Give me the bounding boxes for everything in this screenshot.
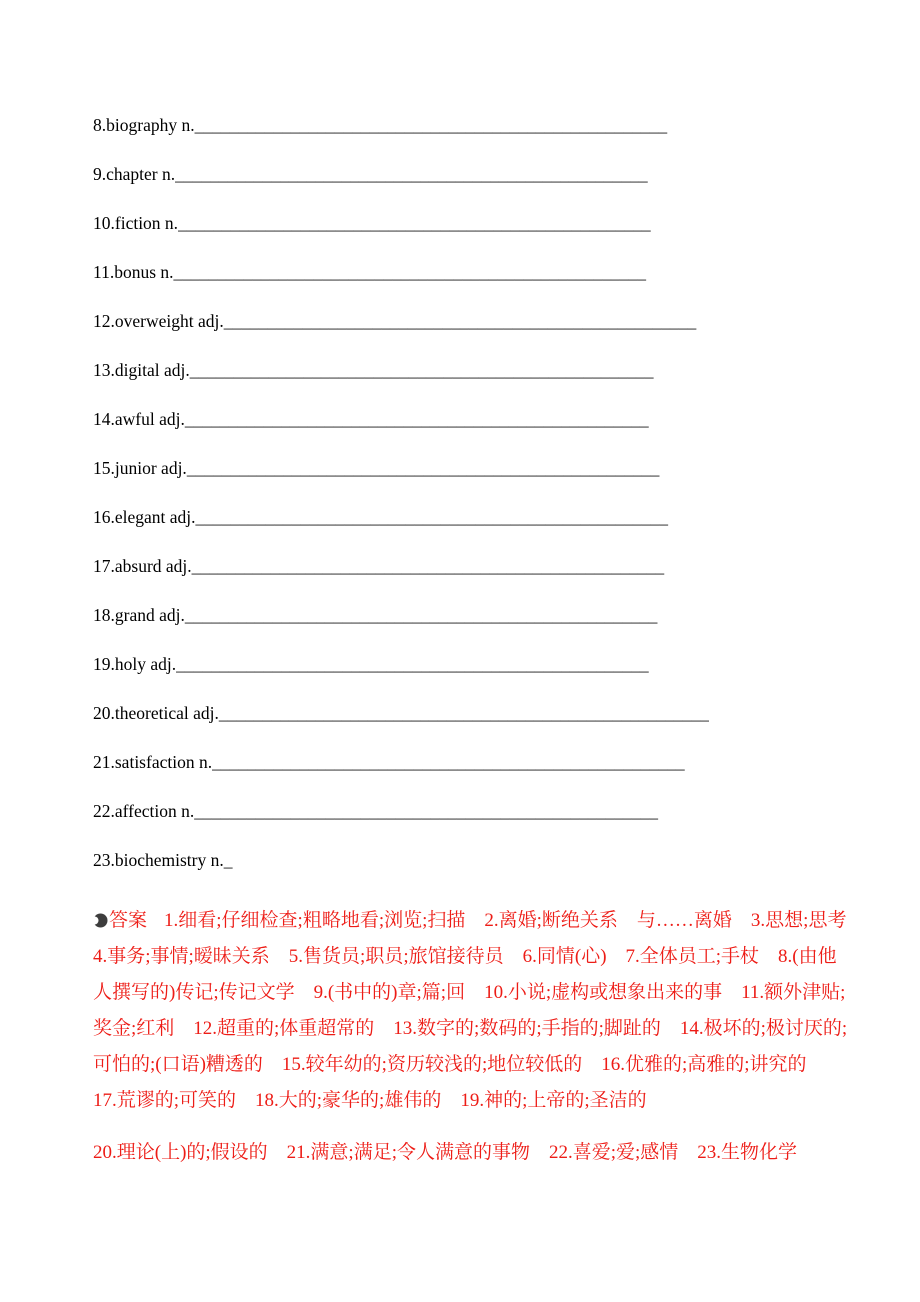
vocab-blank-line: ______________________________________________________ xyxy=(176,654,649,674)
vocab-word-label: 15.junior adj. xyxy=(93,458,187,478)
answer-key-label: 答案 xyxy=(109,910,148,931)
vocab-blank-line: ______________________________________________________ xyxy=(178,213,651,233)
vocab-word-label: 9.chapter n. xyxy=(93,164,176,184)
vocab-blank-line: ______________________________________________________ xyxy=(212,752,685,772)
vocab-item-11 xyxy=(93,262,709,283)
vocab-item-15 xyxy=(93,458,709,479)
vocab-item-12 xyxy=(93,311,709,332)
vocab-word-label: 23.biochemistry n. xyxy=(93,850,224,870)
vocab-item-8 xyxy=(93,115,709,136)
answer-line-1 xyxy=(93,903,847,939)
vocab-word-label: 10.fiction n. xyxy=(93,213,179,233)
answer-line-6: 17.荒谬的;可笑的 18.大的;豪华的;雄伟的 19.神的;上帝的;圣洁的 xyxy=(93,1090,647,1111)
vocab-blank-line: ______________________________________________________ xyxy=(186,458,660,478)
vocab-word-label: 13.digital adj. xyxy=(93,360,190,380)
vocab-word-label: 20.theoretical adj. xyxy=(93,703,219,723)
vocab-item-17 xyxy=(93,556,709,577)
answer-bullet-icon xyxy=(93,905,108,920)
vocab-blank-line: ______________________________________________________ xyxy=(184,605,658,625)
vocab-blank-line: ______________________________________________________ xyxy=(195,507,669,527)
vocab-word-label: 14.awful adj. xyxy=(93,409,185,429)
answer-key-section xyxy=(93,903,847,1171)
vocab-word-label: 11.bonus n. xyxy=(93,262,174,282)
vocab-word-label: 12.overweight adj. xyxy=(93,311,224,331)
vocab-blank-line: ______________________________________________________ xyxy=(223,311,697,331)
vocab-item-10 xyxy=(93,213,709,234)
vocab-word-label: 17.absurd adj. xyxy=(93,556,192,576)
answer-line-7: 20.理论(上)的;假设的 21.满意;满足;令人满意的事物 22.喜爱;爱;感情 23.生物化学 xyxy=(93,1142,798,1163)
answer-line-3: 人撰写的)传记;传记文学 9.(书中的)章;篇;回 10.小说;虚构或想象出来的事 11.额外津贴; xyxy=(93,982,846,1003)
vocab-item-18 xyxy=(93,605,709,626)
vocab-item-22 xyxy=(93,801,709,822)
vocab-item-14 xyxy=(93,409,709,430)
vocabulary-list xyxy=(93,115,709,899)
vocab-word-label: 16.elegant adj. xyxy=(93,507,196,527)
vocab-blank-line: ________________________________________________________ xyxy=(218,703,709,723)
answer-line-2: 4.事务;事情;暧昧关系 5.售货员;职员;旅馆接待员 6.同情(心) 7.全体员工;手杖 8.(由他 xyxy=(93,946,837,967)
vocab-blank-line: ______________________________________________________ xyxy=(191,556,665,576)
answer-line-4: 奖金;红利 12.超重的;体重超常的 13.数字的;数码的;手指的;脚趾的 14.极坏的;极讨厌的; xyxy=(93,1018,848,1039)
vocab-word-label: 18.grand adj. xyxy=(93,605,185,625)
vocab-item-13 xyxy=(93,360,709,381)
vocab-blank-line: _____________________________________________________ xyxy=(189,360,654,380)
vocab-item-21 xyxy=(93,752,709,773)
answer-line-text: 1.细看;仔细检查;粗略地看;浏览;扫描 2.离婚;断绝关系 与……离婚 3.思想;思考 xyxy=(164,910,847,931)
vocab-blank-line: ______________________________________________________ xyxy=(173,262,647,282)
vocab-blank-line: ______________________________________________________ xyxy=(175,164,648,184)
vocab-word-label: 21.satisfaction n. xyxy=(93,752,213,772)
vocab-blank-line: _ xyxy=(223,850,233,870)
vocab-item-23 xyxy=(93,850,709,871)
vocab-item-9 xyxy=(93,164,709,185)
answer-line-5: 可怕的;(口语)糟透的 15.较年幼的;资历较浅的;地位较低的 16.优雅的;高雅的;讲究的 xyxy=(93,1054,807,1075)
vocab-word-label: 19.holy adj. xyxy=(93,654,177,674)
vocab-blank-line: _____________________________________________________ xyxy=(194,801,658,821)
vocab-word-label: 8.biography n. xyxy=(93,115,195,135)
vocab-item-19 xyxy=(93,654,709,675)
vocab-blank-line: ______________________________________________________ xyxy=(194,115,668,135)
vocab-item-16 xyxy=(93,507,709,528)
vocab-word-label: 22.affection n. xyxy=(93,801,195,821)
vocab-item-20 xyxy=(93,703,709,724)
vocab-blank-line: _____________________________________________________ xyxy=(184,409,649,429)
